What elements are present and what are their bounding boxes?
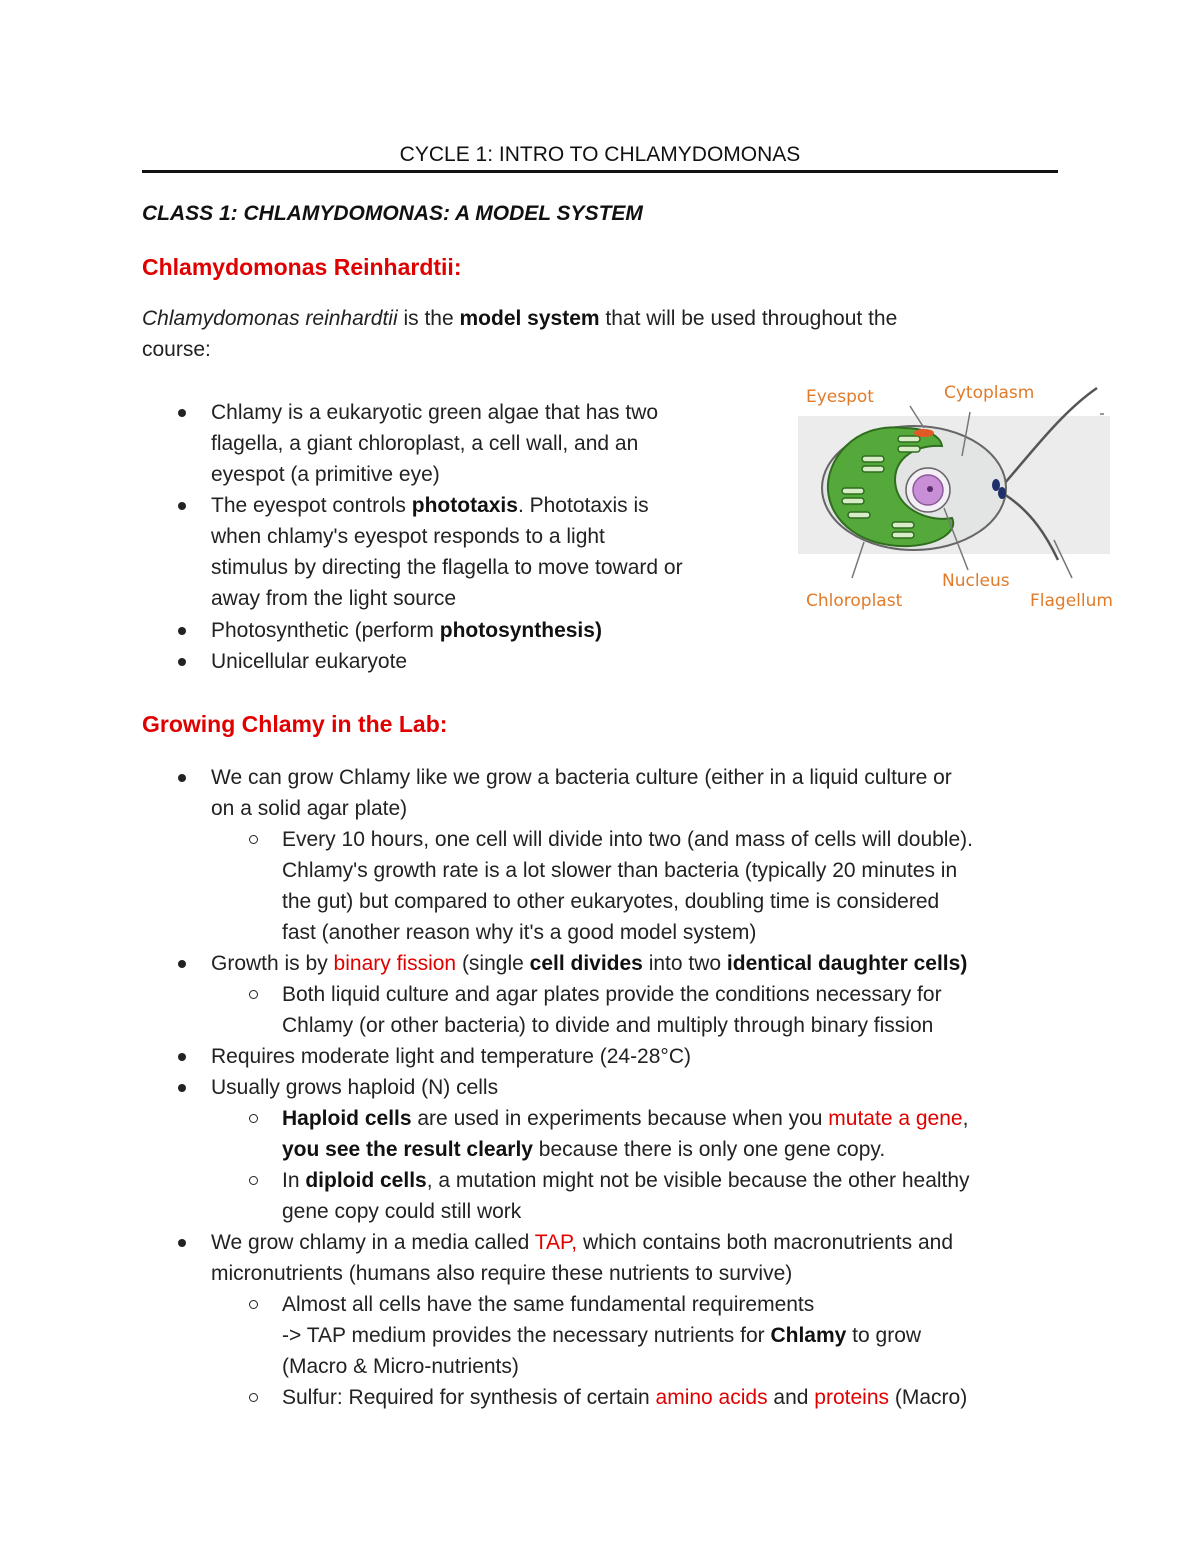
bold-text: identical daughter cells) <box>726 952 968 975</box>
bullet <box>178 774 186 782</box>
bullet <box>178 1053 186 1061</box>
label-chloroplast: Chloroplast <box>806 591 903 611</box>
list-item: micronutrients (humans also require these nutrients to survive) <box>211 1262 793 1285</box>
bullet <box>178 658 186 666</box>
list-item: Requires moderate light and temperature (24-28°C) <box>211 1045 691 1068</box>
sub-bullet <box>249 990 258 999</box>
text: We grow chlamy in a media called <box>211 1231 535 1254</box>
sub-bullet <box>249 1393 258 1402</box>
sub-bullet <box>249 835 258 844</box>
section-heading-chlamydomonas: Chlamydomonas Reinhardtii: <box>142 254 462 280</box>
text: which contains both macronutrients and <box>577 1231 954 1254</box>
label-flagellum: Flagellum <box>1030 591 1113 611</box>
list-item: away from the light source <box>211 587 457 610</box>
bullet <box>178 409 186 417</box>
red-text: amino acids <box>655 1386 768 1409</box>
basal-body <box>998 487 1006 499</box>
list-item: eyespot (a primitive eye) <box>211 463 440 486</box>
label-eyespot: Eyespot <box>806 387 874 407</box>
sub-list-item: Both liquid culture and agar plates provide the conditions necessary for <box>282 983 942 1006</box>
sub-bullet <box>249 1114 258 1123</box>
text: -> TAP medium provides the necessary nutrients for <box>282 1324 771 1347</box>
bold-text: you see the result clearly <box>282 1138 533 1161</box>
list-item: Chlamy is a eukaryotic green algae that has two <box>211 401 659 424</box>
bold-text: Chlamy <box>770 1324 847 1347</box>
sub-list-item: Chlamy's growth rate is a lot slower than bacteria (typically 20 minutes in <box>282 859 958 882</box>
bold-text: photosynthesis) <box>439 619 602 642</box>
text: The eyespot controls <box>211 494 412 517</box>
eyespot-shape <box>914 429 934 437</box>
bullet <box>178 960 186 968</box>
sub-list-item <box>282 1103 968 1134</box>
red-text: binary fission <box>333 952 457 975</box>
intro-line-1 <box>142 303 897 334</box>
bullet <box>178 1084 186 1092</box>
list-item: We can grow Chlamy like we grow a bacteria culture (either in a liquid culture or <box>211 766 952 789</box>
text: and <box>767 1386 815 1409</box>
sub-list-item <box>282 1382 967 1413</box>
text: Photosynthetic (perform <box>211 619 440 642</box>
sub-bullet <box>249 1176 258 1185</box>
list-item: Usually grows haploid (N) cells <box>211 1076 499 1099</box>
list-item <box>211 948 967 979</box>
sub-list-item <box>282 1165 970 1196</box>
text: into two <box>642 952 727 975</box>
list-item <box>211 490 649 521</box>
text: (Macro) <box>889 1386 968 1409</box>
sub-list-item: (Macro & Micro-nutrients) <box>282 1355 519 1378</box>
title-rule <box>142 170 1058 173</box>
list-item: when chlamy's eyespot responds to a light <box>211 525 605 548</box>
text: , <box>962 1107 969 1130</box>
chlamydomonas-diagram <box>792 372 1122 622</box>
list-item: on a solid agar plate) <box>211 797 408 820</box>
bullet <box>178 1239 186 1247</box>
bold-text: Haploid cells <box>282 1107 412 1130</box>
sub-list-item <box>282 1320 921 1351</box>
intro-pre: is the <box>397 307 460 330</box>
intro-italic: Chlamydomonas reinhardtii <box>142 307 398 330</box>
bullet <box>178 627 186 635</box>
list-item: stimulus by directing the flagella to move toward or <box>211 556 683 579</box>
text: , a mutation might not be visible because the other healthy <box>426 1169 970 1192</box>
intro-line-2: course: <box>142 338 211 361</box>
label-cytoplasm: Cytoplasm <box>944 383 1035 403</box>
text: (single <box>456 952 530 975</box>
list-item <box>211 615 602 646</box>
sub-list-item: the gut) but compared to other eukaryotes, doubling time is considered <box>282 890 940 913</box>
bold-text: cell divides <box>529 952 643 975</box>
sub-list-item: Every 10 hours, one cell will divide into two (and mass of cells will double). <box>282 828 973 851</box>
text: are used in experiments because when you <box>411 1107 829 1130</box>
text: Growth is by <box>211 952 334 975</box>
sub-list-item: Chlamy (or other bacteria) to divide and multiply through binary fission <box>282 1014 934 1037</box>
basal-body <box>992 479 1000 491</box>
section-heading-growing: Growing Chlamy in the Lab: <box>142 711 448 737</box>
intro-bold: model system <box>459 307 600 330</box>
sub-bullet <box>249 1300 258 1309</box>
class-heading: CLASS 1: CHLAMYDOMONAS: A MODEL SYSTEM <box>142 202 643 225</box>
red-text: proteins <box>814 1386 890 1409</box>
list-item: Unicellular eukaryote <box>211 650 408 673</box>
text: . Phototaxis is <box>517 494 649 517</box>
page-title: CYCLE 1: INTRO TO CHLAMYDOMONAS <box>399 143 801 166</box>
label-nucleus: Nucleus <box>942 571 1010 591</box>
red-text: TAP, <box>534 1231 578 1254</box>
sub-list-item <box>282 1134 885 1165</box>
document-page <box>142 0 1113 1553</box>
sub-list-item: gene copy could still work <box>282 1200 522 1223</box>
bullet <box>178 502 186 510</box>
text: because there is only one gene copy. <box>532 1138 886 1161</box>
list-item: flagella, a giant chloroplast, a cell wall, and an <box>211 432 639 455</box>
red-text: mutate a gene <box>828 1107 963 1130</box>
bold-text: phototaxis <box>411 494 518 517</box>
text: Sulfur: Required for synthesis of certain <box>282 1386 656 1409</box>
text: In <box>282 1169 306 1192</box>
nucleus-center <box>927 486 933 492</box>
intro-post: that will be used throughout the <box>599 307 898 330</box>
list-item <box>211 1227 953 1258</box>
sub-list-item: Almost all cells have the same fundamental requirements <box>282 1293 815 1316</box>
bold-text: diploid cells <box>305 1169 427 1192</box>
text: to grow <box>846 1324 922 1347</box>
sub-list-item: fast (another reason why it's a good model system) <box>282 921 757 944</box>
